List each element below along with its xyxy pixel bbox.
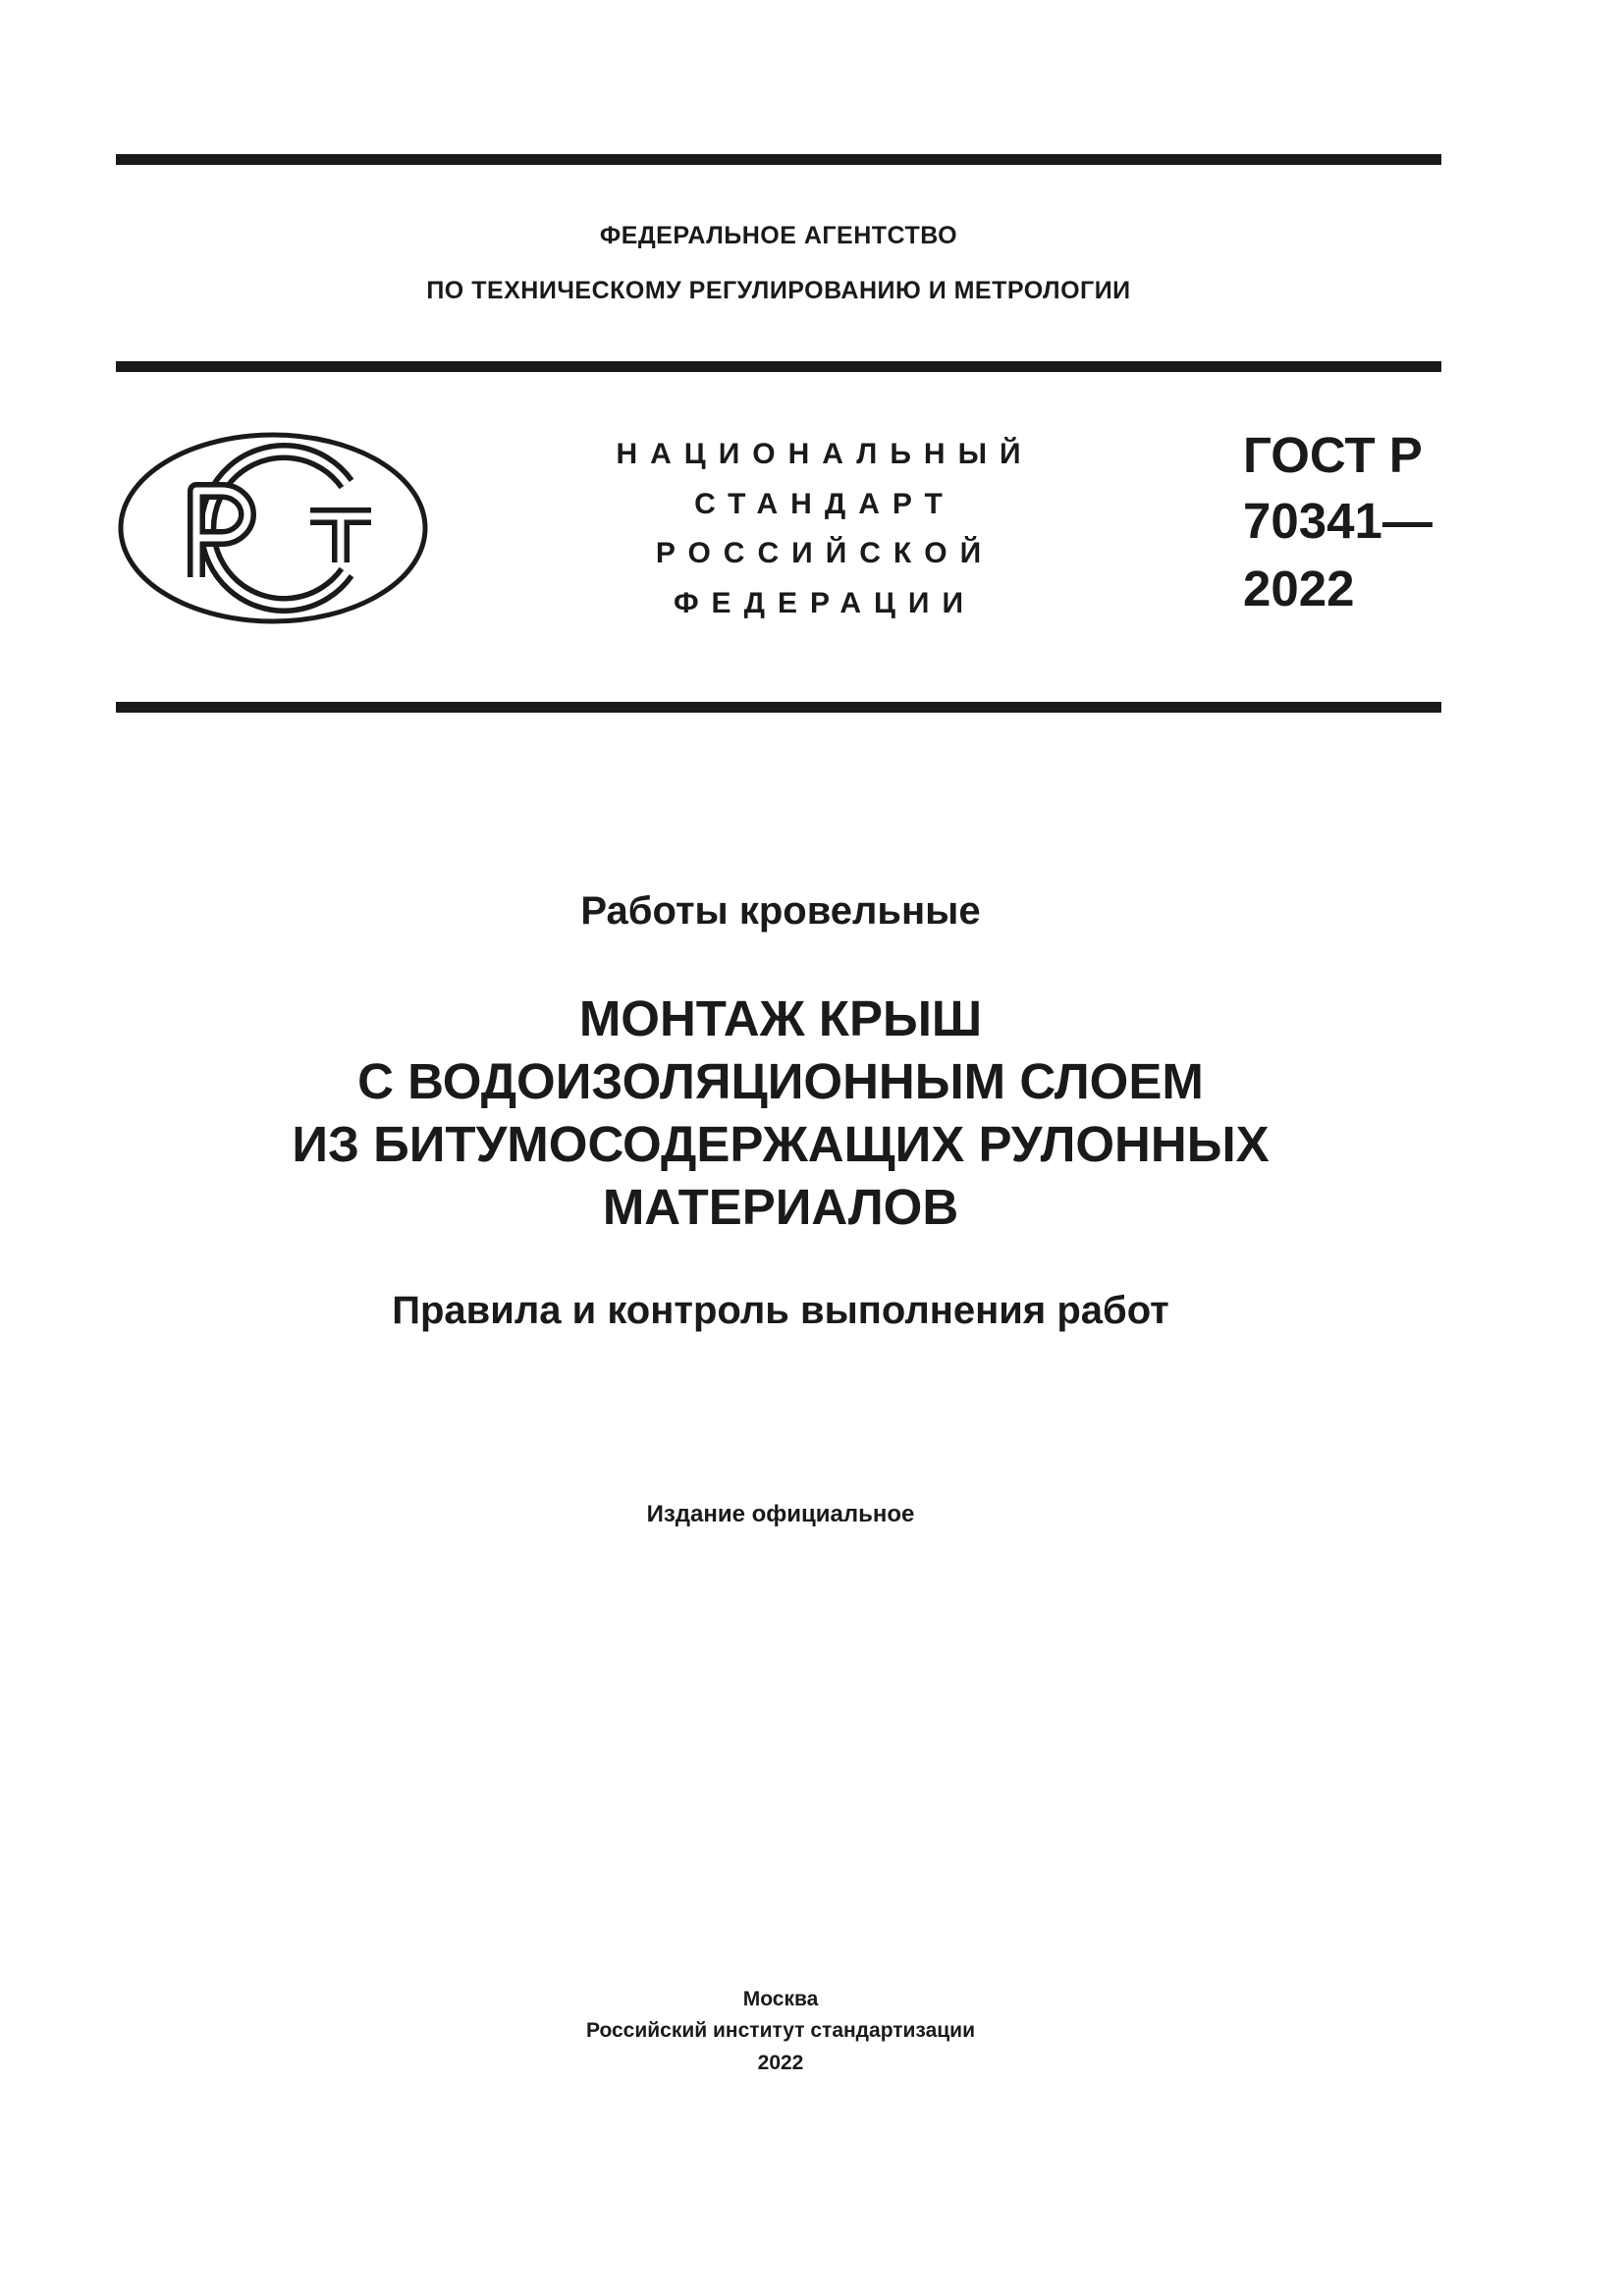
main-title-line-4: МАТЕРИАЛОВ [602, 1179, 959, 1235]
main-title-line-3: ИЗ БИТУМОСОДЕРЖАЩИХ РУЛОННЫХ [292, 1116, 1270, 1172]
imprint-publisher: Российский институт стандартизации [585, 2019, 976, 2042]
agency-name-line-1: ФЕДЕРАЛЬНОЕ АГЕНТСТВО [599, 222, 958, 249]
main-title-line-1: МОНТАЖ КРЫШ [578, 990, 983, 1046]
national-standard-line-3: РОССИЙСКОЙ [655, 537, 995, 569]
national-standard-line-4: ФЕДЕРАЦИИ [673, 587, 977, 619]
agency-name-line-2: ПО ТЕХНИЧЕСКОМУ РЕГУЛИРОВАНИЮ И МЕТРОЛОГИИ [426, 277, 1131, 304]
standard-designation-line-1: ГОСТ Р [1243, 427, 1423, 483]
edition-label: Издание официальное [646, 1501, 915, 1527]
document-subject: Работы кровельные [580, 889, 981, 933]
imprint-city: Москва [742, 1988, 819, 2010]
standard-designation-line-2: 70341— [1243, 493, 1433, 549]
header-divider [116, 361, 1441, 372]
title-divider [116, 702, 1441, 713]
rst-certification-mark-icon [116, 430, 430, 626]
document-subtitle: Правила и контроль выполнения работ [392, 1289, 1169, 1332]
national-standard-line-1: НАЦИОНАЛЬНЫЙ [616, 438, 1034, 470]
imprint-year: 2022 [757, 2052, 804, 2074]
main-title-line-2: С ВОДОИЗОЛЯЦИОННЫМ СЛОЕМ [357, 1053, 1204, 1109]
standard-designation-line-3: 2022 [1243, 561, 1355, 616]
national-standard-line-2: СТАНДАРТ [694, 488, 955, 520]
top-divider [116, 154, 1441, 165]
